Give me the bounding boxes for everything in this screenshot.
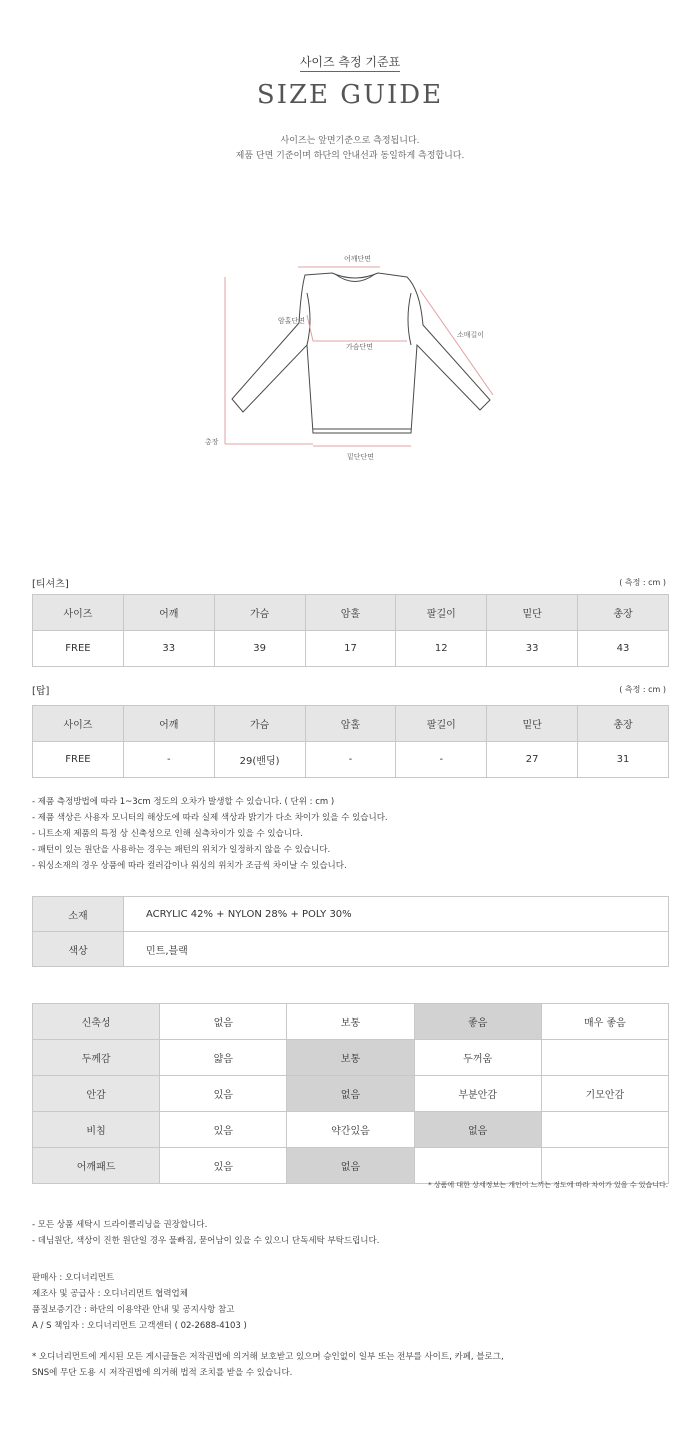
table-cell: 33 xyxy=(487,631,578,667)
feature-label: 두께감 xyxy=(33,1040,160,1076)
feature-option-selected: 없음 xyxy=(287,1076,414,1112)
seller-line: 판매사 : 오디너리먼트 xyxy=(32,1273,115,1283)
sweater-outline xyxy=(232,273,490,433)
feature-row-sheerness xyxy=(33,1112,669,1148)
table-cell: 31 xyxy=(578,742,669,778)
header-cell: 어깨 xyxy=(123,706,214,742)
feature-option: 있음 xyxy=(160,1148,287,1184)
note-line: - 제품 색상은 사용자 모니터의 해상도에 따라 실제 색상과 밝기가 다소 차이가 있을 수 있습니다. xyxy=(32,813,388,823)
header-cell: 가슴 xyxy=(214,706,305,742)
armhole-label: 암홀단면 xyxy=(278,317,306,325)
header-cell: 암홀 xyxy=(305,706,396,742)
feature-option: 얇음 xyxy=(160,1040,287,1076)
tshirt-label: [티셔츠] xyxy=(32,579,69,590)
care-line: - 모든 상품 세탁시 드라이클리닝을 권장합니다. xyxy=(32,1220,208,1230)
feature-option: 보통 xyxy=(287,1004,414,1040)
copyright-notice xyxy=(32,1349,504,1381)
sweater-diagram xyxy=(195,245,505,465)
table-row xyxy=(33,742,669,778)
armhole-seam-right xyxy=(408,293,411,345)
feature-option-selected: 없음 xyxy=(287,1148,414,1184)
seller-line: 제조사 및 공급사 : 오디너리먼트 협력업체 xyxy=(32,1289,188,1299)
feature-option: 기모안감 xyxy=(541,1076,668,1112)
feature-option: 두꺼움 xyxy=(414,1040,541,1076)
copyright-line: * 오디너리먼트에 게시된 모든 게시글들은 저작권법에 의거해 보호받고 있으며 승인없이 일부 또는 전부를 사이트, 카페, 블로그, xyxy=(32,1352,504,1362)
tshirt-unit: ( 측정 : cm ) xyxy=(619,578,666,587)
header-cell: 총장 xyxy=(578,706,669,742)
note-line: - 패턴이 있는 원단을 사용하는 경우는 패턴의 위치가 일정하지 않을 수 있습니다. xyxy=(32,845,331,855)
chest-label: 가슴단면 xyxy=(346,343,374,351)
material-label: 소재 xyxy=(33,897,124,932)
feature-disclaimer: * 상품에 대한 상세정보는 개인이 느끼는 정도에 따라 차이가 있을 수 있습니다. xyxy=(428,1181,668,1189)
seller-line: 품질보증기간 : 하단의 이용약관 안내 및 공지사항 참고 xyxy=(32,1305,235,1315)
feature-option: 약간있음 xyxy=(287,1112,414,1148)
intro-line-1: 사이즈는 앞면기준으로 측정됩니다. xyxy=(280,136,420,146)
material-value: ACRYLIC 42% + NYLON 28% + POLY 30% xyxy=(124,897,669,932)
table-cell: - xyxy=(396,742,487,778)
sleeve-guide xyxy=(420,290,493,395)
tshirt-size-table xyxy=(32,594,669,667)
seller-line: A / S 책임자 : 오디너리먼트 고객센터 ( 02-2688-4103 ) xyxy=(32,1321,247,1331)
korean-title: 사이즈 측정 기준표 xyxy=(0,53,700,70)
feature-option xyxy=(541,1148,668,1184)
header-cell: 팔길이 xyxy=(396,706,487,742)
header-cell: 어깨 xyxy=(123,595,214,631)
table-cell: 27 xyxy=(487,742,578,778)
table-row xyxy=(33,631,669,667)
feature-label: 비침 xyxy=(33,1112,160,1148)
feature-option xyxy=(414,1148,541,1184)
feature-option: 있음 xyxy=(160,1076,287,1112)
material-row xyxy=(33,897,669,932)
table-cell: - xyxy=(305,742,396,778)
care-line: - 데님원단, 색상이 진한 원단일 경우 물빠짐, 묻어남이 있을 수 있으니 단독세탁 부탁드립니다. xyxy=(32,1236,380,1246)
length-label: 총장 xyxy=(205,438,219,446)
header-cell: 암홀 xyxy=(305,595,396,631)
feature-option xyxy=(541,1112,668,1148)
care-instructions xyxy=(32,1217,379,1249)
header-cell: 가슴 xyxy=(214,595,305,631)
top-unit: ( 측정 : cm ) xyxy=(619,685,666,694)
page-title: SIZE GUIDE xyxy=(256,80,444,110)
sleeve-label: 소매길이 xyxy=(457,331,485,339)
table-cell: 39 xyxy=(214,631,305,667)
note-line: - 니트소재 제품의 특정 상 신축성으로 인해 실측차이가 있을 수 있습니다. xyxy=(32,829,303,839)
top-label: [탑] xyxy=(32,686,50,697)
note-line: - 제품 측정방법에 따라 1~3cm 정도의 오차가 발생할 수 있습니다. ( 단위 : cm ) xyxy=(32,797,335,807)
feature-option xyxy=(541,1040,668,1076)
header-cell: 팔길이 xyxy=(396,595,487,631)
feature-option-selected: 좋음 xyxy=(414,1004,541,1040)
feature-option: 매우 좋음 xyxy=(541,1004,668,1040)
feature-option-selected: 없음 xyxy=(414,1112,541,1148)
seller-info xyxy=(32,1270,247,1334)
feature-option: 없음 xyxy=(160,1004,287,1040)
table-cell: 43 xyxy=(578,631,669,667)
color-row xyxy=(33,932,669,967)
feature-option-selected: 보통 xyxy=(287,1040,414,1076)
table-cell: FREE xyxy=(33,742,124,778)
table-cell: 33 xyxy=(123,631,214,667)
feature-option: 부분안감 xyxy=(414,1076,541,1112)
feature-label: 신축성 xyxy=(33,1004,160,1040)
header-cell: 사이즈 xyxy=(33,595,124,631)
header-cell: 밑단 xyxy=(487,706,578,742)
table-header-row xyxy=(33,706,669,742)
note-line: - 워싱소재의 경우 상품에 따라 컬러감이나 워싱의 위치가 조금씩 차이날 수 있습니다. xyxy=(32,861,347,871)
feature-label: 어깨패드 xyxy=(33,1148,160,1184)
feature-row-shoulder-pad xyxy=(33,1148,669,1184)
shoulder-label: 어깨단면 xyxy=(344,255,372,263)
header-cell: 총장 xyxy=(578,595,669,631)
table-cell: - xyxy=(123,742,214,778)
feature-row-lining xyxy=(33,1076,669,1112)
header-cell: 사이즈 xyxy=(33,706,124,742)
measurement-notes xyxy=(32,794,388,874)
header-cell: 밑단 xyxy=(487,595,578,631)
table-cell: 17 xyxy=(305,631,396,667)
table-cell: FREE xyxy=(33,631,124,667)
feature-row-thickness xyxy=(33,1040,669,1076)
color-value: 민트,블랙 xyxy=(124,932,669,967)
feature-label: 안감 xyxy=(33,1076,160,1112)
color-label: 색상 xyxy=(33,932,124,967)
top-size-table xyxy=(32,705,669,778)
hem-label: 밑단단면 xyxy=(347,453,375,461)
copyright-line: SNS에 무단 도용 시 저작권법에 의거해 법적 조치를 받을 수 있습니다. xyxy=(32,1368,293,1378)
feature-row-stretch xyxy=(33,1004,669,1040)
table-cell: 12 xyxy=(396,631,487,667)
table-header-row xyxy=(33,595,669,631)
feature-table xyxy=(32,1003,669,1184)
table-cell: 29(밴딩) xyxy=(214,742,305,778)
intro-line-2: 제품 단면 기준이며 하단의 안내선과 동일하게 측정합니다. xyxy=(235,151,465,161)
feature-option: 있음 xyxy=(160,1112,287,1148)
material-table xyxy=(32,896,669,967)
